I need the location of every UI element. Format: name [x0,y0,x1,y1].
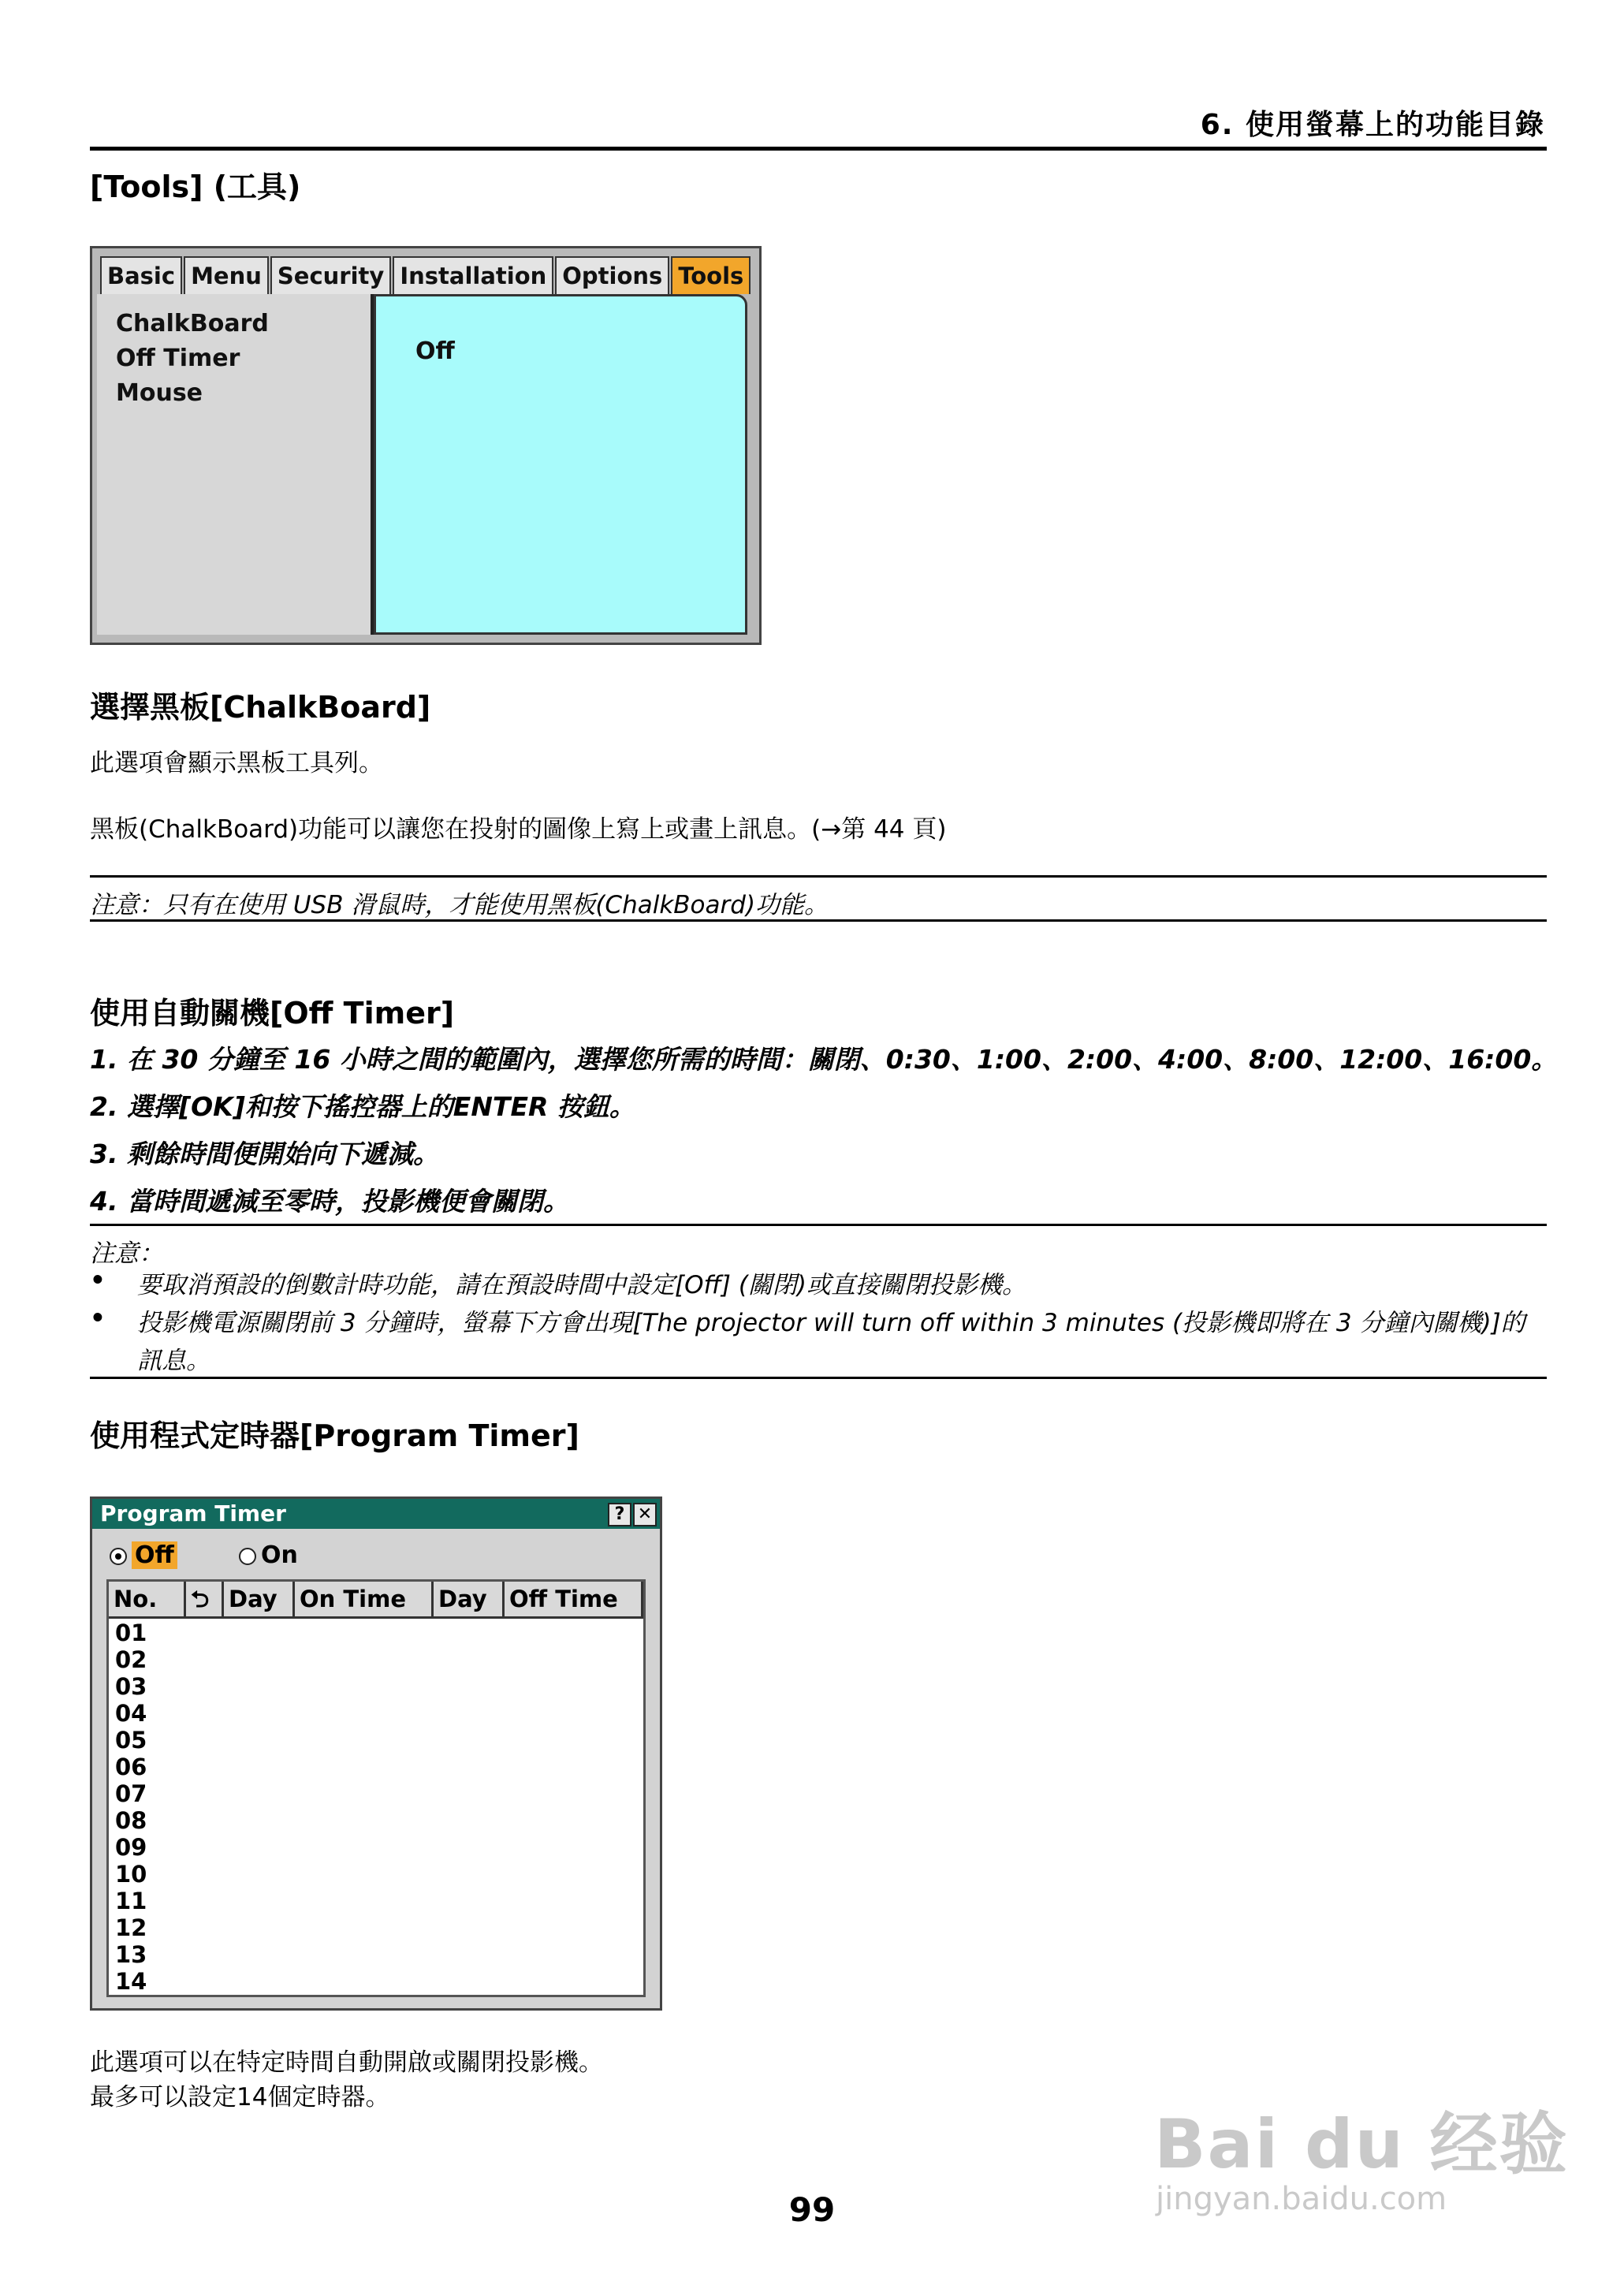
baidu-watermark-logo: Bai du 经验 [1154,2105,1569,2184]
bullet-text: 要取消預設的倒數計時功能，請在預設時間中設定[Off] (關閉)或直接關閉投影機。 [137,1271,1026,1299]
note-rule-bottom [90,919,1547,922]
radio-on[interactable] [239,1541,298,1569]
menu-item-mouse[interactable]: Mouse [116,379,203,407]
header-rule [90,147,1547,151]
program-timer-heading: 使用程式定時器[Program Timer] [90,1418,579,1453]
bullet-dot: • [90,1266,106,1295]
off-timer-heading: 使用自動關機[Off Timer] [90,996,455,1031]
chalkboard-desc-1: 此選項會顯示黑板工具列。 [90,749,383,777]
timer-row-number[interactable]: 06 [115,1754,147,1780]
note-rule-top [90,875,1547,878]
off-timer-note-label: 注意： [90,1239,163,1268]
baidu-watermark-url: jingyan.baidu.com [1156,2181,1447,2217]
col-on-time: On Time [295,1582,434,1616]
timer-row-number[interactable]: 13 [115,1941,147,1968]
menu-item-chalkboard[interactable]: ChalkBoard [116,310,269,337]
tools-menu-screenshot [90,246,762,645]
help-button[interactable]: ? [608,1503,631,1526]
program-timer-desc-1: 此選項可以在特定時間自動開啟或關閉投影機。 [90,2048,603,2077]
timer-row-number[interactable]: 02 [115,1646,147,1673]
bullet-dot: • [90,1304,106,1332]
off-timer-bullet-1 [90,1266,1547,1304]
chalkboard-heading: 選擇黑板[ChalkBoard] [90,690,431,725]
timer-row-number[interactable]: 12 [115,1914,147,1941]
col-off-day: Day [434,1582,505,1616]
radio-off[interactable] [110,1541,177,1569]
off-timer-step-3: 3. 剩餘時間便開始向下遞減。 [90,1139,439,1169]
menu-tab-installation[interactable]: Installation [393,256,553,294]
timer-table-header [109,1582,643,1619]
menu-tab-tools[interactable]: Tools [671,256,751,294]
col-off-time: Off Time [505,1582,643,1616]
page-number: 99 [788,2190,836,2229]
off-timer-note-rule-top [90,1224,1547,1226]
off-timer-step-4: 4. 當時間遞減至零時，投影機便會關閉。 [90,1186,569,1217]
radio-circle [239,1548,256,1565]
program-timer-desc-2: 最多可以設定14個定時器。 [90,2083,390,2112]
off-timer-step-1: 1. 在 30 分鐘至 16 小時之間的範圍內，選擇您所需的時間：關閉、0:30、1:00、2:00、4:00、8:00、12:00、16:00。 [90,1044,1558,1075]
off-timer-note-rule-bottom [90,1377,1547,1379]
timer-row-number[interactable]: 08 [115,1807,147,1834]
menu-tab-basic[interactable]: Basic [100,256,182,294]
timer-row-number[interactable]: 01 [115,1620,147,1646]
chalkboard-note: 注意：只有在使用 USB 滑鼠時，才能使用黑板(ChalkBoard)功能。 [90,891,829,919]
timer-row-number[interactable]: 11 [115,1888,147,1914]
tools-heading: [Tools] (工具) [90,170,301,204]
timer-row-number[interactable]: 07 [115,1780,147,1807]
repeat-icon: ⮌ [186,1582,224,1616]
off-timer-bullet-2 [90,1304,1547,1380]
menu-item-off-timer[interactable]: Off Timer [116,345,240,372]
timer-row-number[interactable]: 10 [115,1861,147,1888]
menu-value-panel [374,294,747,635]
menu-tab-security[interactable]: Security [270,256,391,294]
radio-off-label: Off [132,1541,177,1569]
menu-tabs [100,256,752,294]
timer-table [106,1579,646,1997]
off-timer-value[interactable]: Off [415,337,455,365]
col-no: No. [109,1582,186,1616]
program-timer-window [90,1496,662,2011]
menu-tab-menu[interactable]: Menu [184,256,269,294]
timer-row-number[interactable]: 04 [115,1700,147,1727]
window-title: Program Timer [100,1500,286,1526]
window-titlebar [92,1499,660,1529]
timer-row-number[interactable]: 09 [115,1834,147,1861]
radio-on-label: On [261,1541,298,1569]
menu-tab-options[interactable]: Options [555,256,669,294]
timer-row-number[interactable]: 03 [115,1673,147,1700]
timer-row-number[interactable]: 05 [115,1727,147,1754]
chalkboard-desc-2: 黑板(ChalkBoard)功能可以讓您在投射的圖像上寫上或畫上訊息。(→第 44 頁) [90,815,947,844]
timer-row-number[interactable]: 14 [115,1968,147,1995]
bullet-text: 投影機電源關閉前 3 分鐘時，螢幕下方會出現[The projector will turn off within 3 minutes (投影機即將在 3 分鐘內關機)]的訊息。 [137,1309,1525,1375]
col-on-day: Day [224,1582,295,1616]
chapter-title: 6. 使用螢幕上的功能目錄 [1200,109,1545,141]
radio-circle-selected [110,1548,127,1565]
close-button[interactable]: ✕ [633,1503,657,1526]
off-timer-step-2: 2. 選擇[OK]和按下搖控器上的ENTER 按鈕。 [90,1091,635,1122]
menu-item-list [97,294,374,635]
